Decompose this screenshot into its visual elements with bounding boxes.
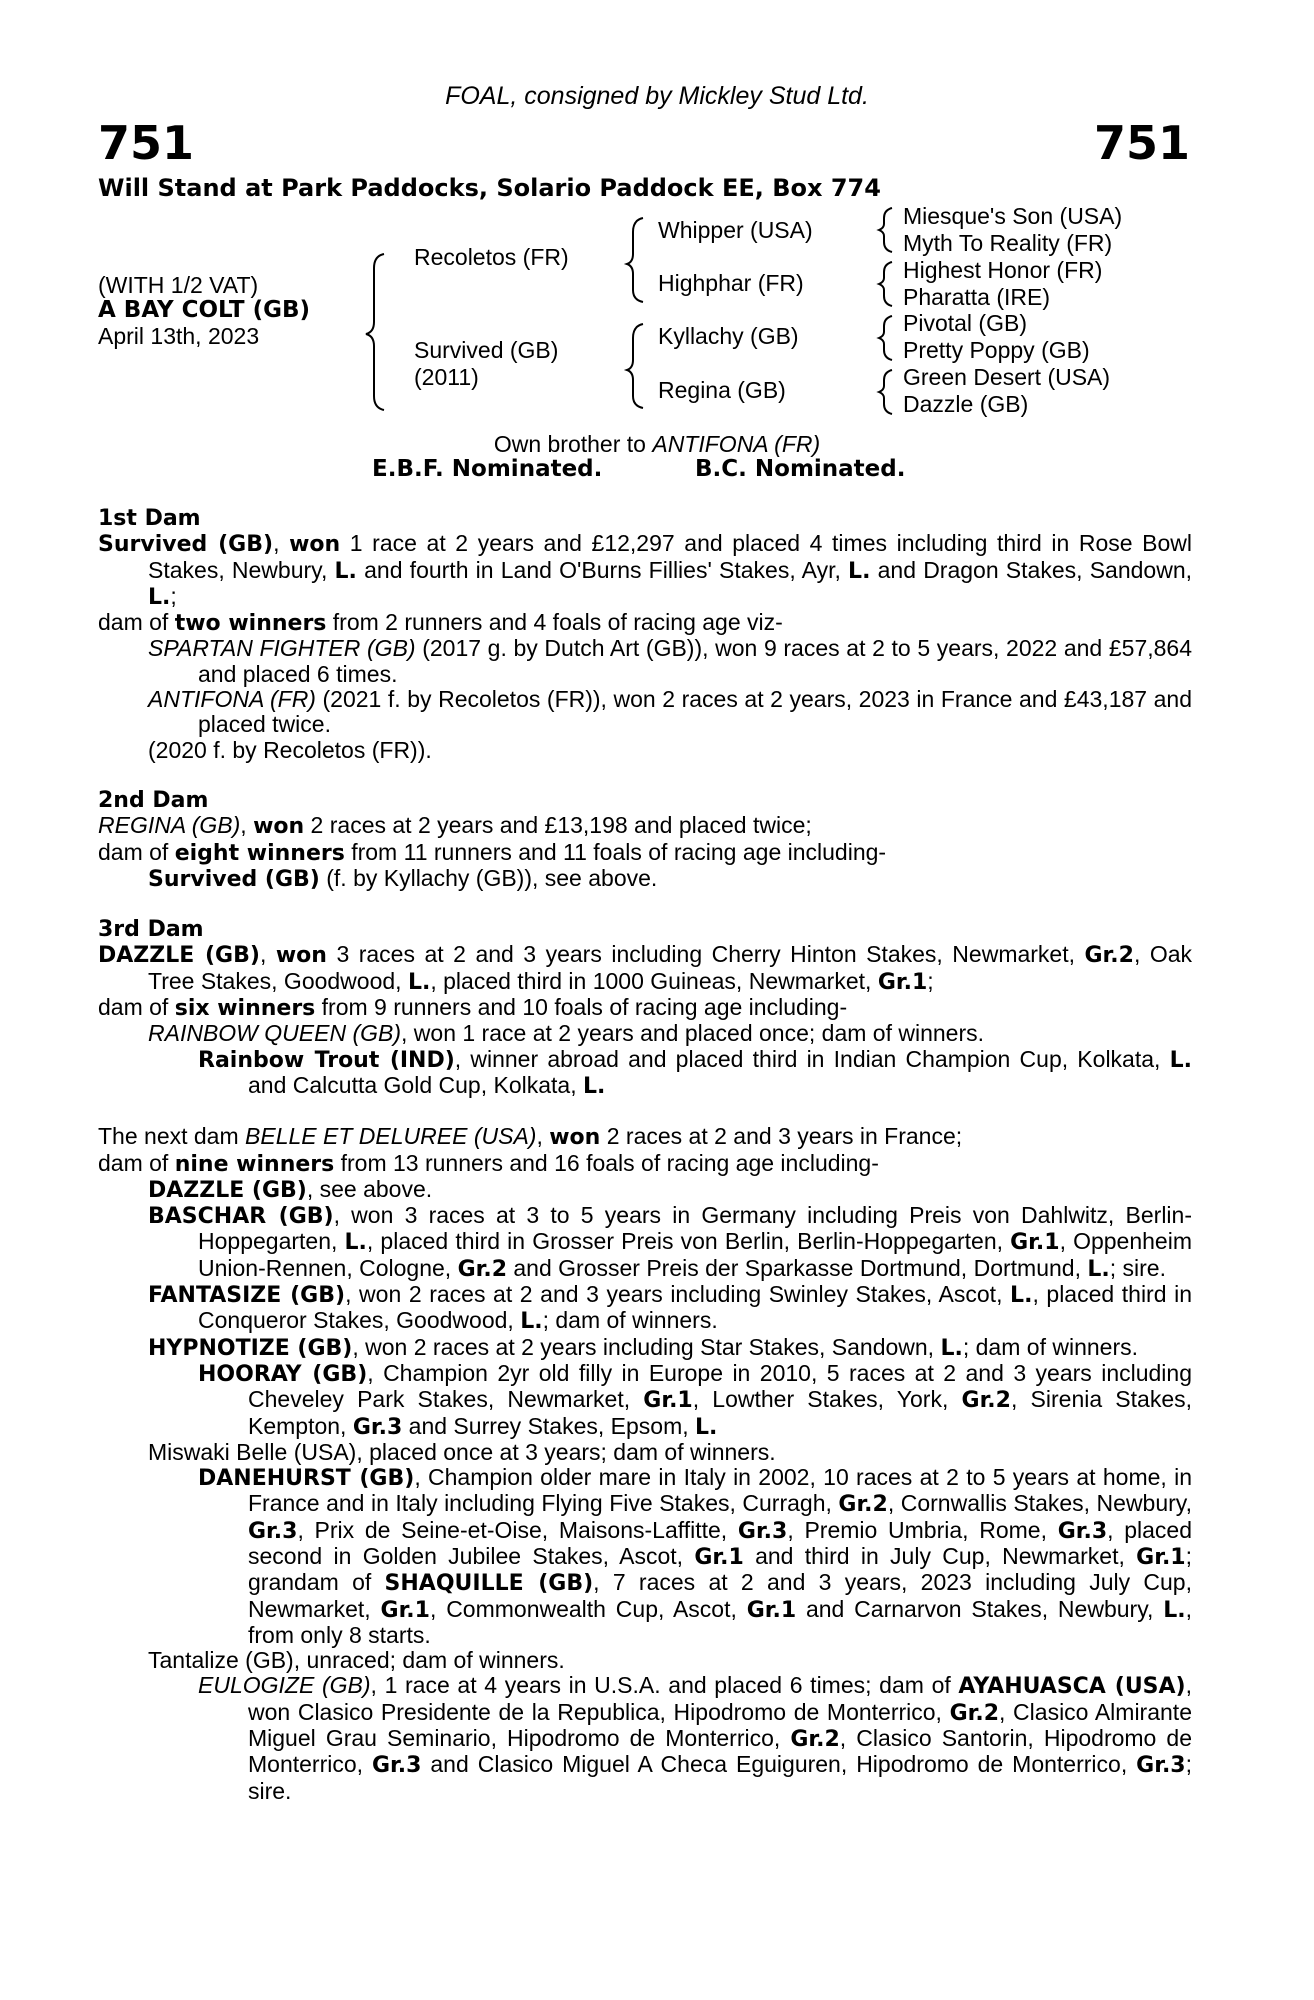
gen3-4: Pharatta (IRE) bbox=[903, 284, 1050, 310]
bc-nominated: B.C. Nominated. bbox=[695, 456, 906, 482]
sire-name: Recoletos (FR) bbox=[414, 244, 569, 270]
stand-location: Will Stand at Park Paddocks, Solario Paddock EE, Box 774 bbox=[98, 174, 881, 202]
first-dam-entry: Survived (GB), won 1 race at 2 years and £12,297 and placed 4 times including third in Rose Bowl Stakes, Newbury, L. and fourth in Land O'Burns Fillies' Stakes, Ayr, L. and Dragon Stakes, Sandown, L.; bbox=[98, 530, 1193, 610]
second-dam-entry: REGINA (GB), won 2 races at 2 years and £13,198 and placed twice; bbox=[98, 812, 812, 840]
produce-spartan-fighter: SPARTAN FIGHTER (GB) (2017 g. by Dutch Art (GB)), won 9 races at 2 to 5 years, 2022 and £57,864 and placed 6 times. bbox=[148, 635, 1193, 687]
next-dam-produce-summary: dam of nine winners from 13 runners and 16 foals of racing age including- bbox=[98, 1149, 879, 1177]
produce-danehurst: DANEHURST (GB), Champion older mare in Italy in 2002, 10 races at 2 to 5 years at home, in France and in Italy including Flying Five Stakes, Curragh, Gr.2, Cornwallis Stakes, Newbury, Gr.3, Prix de Seine-et-Oise, Maisons-Laffitte, Gr.3, Premio Umbria, Rome, Gr.3, placed second in Golden Jubilee Stakes, Ascot, Gr.1 and third in July Cup, Newmarket, Gr.1; grandam of SHAQUILLE (GB), 7 races at 2 and 3 years, 2023 including July Cup, Newmarket, Gr.1, Commonwealth Cup, Ascot, Gr.1 and Carnarvon Stakes, Newbury, L., from only 8 starts. bbox=[198, 1464, 1192, 1648]
horse-dob: April 13th, 2023 bbox=[98, 323, 260, 349]
first-dam-produce-summary: dam of two winners from 2 runners and 4 foals of racing age viz- bbox=[98, 609, 783, 637]
produce-antifona: ANTIFONA (FR) (2021 f. by Recoletos (FR)), won 2 races at 2 years, 2023 in France and £43,187 and placed twice. bbox=[148, 686, 1193, 738]
produce-rainbow-trout: Rainbow Trout (IND), winner abroad and placed third in Indian Champion Cup, Kolkata, L. and Calcutta Gold Cup, Kolkata, L. bbox=[198, 1045, 1192, 1099]
own-brother-note: Own brother to ANTIFONA (FR) bbox=[493, 431, 821, 457]
third-dam-heading: 3rd Dam bbox=[98, 917, 204, 943]
vat-note: (WITH 1/2 VAT) bbox=[98, 272, 259, 298]
produce-baschar: BASCHAR (GB), won 3 races at 3 to 5 years in Germany including Preis von Dahlwitz, Berlin-Hoppegarten, L., placed third in Grosser Preis von Berlin, Berlin-Hoppegarten, Gr.1, Oppenheim Union-Rennen, Cologne, Gr.2 and Grosser Preis der Sparkasse Dortmund, Dortmund, L.; sire. bbox=[148, 1202, 1192, 1282]
dam-name: Survived (GB) bbox=[414, 337, 559, 363]
lot-number-left: 751 bbox=[98, 116, 195, 170]
gen3-3: Highest Honor (FR) bbox=[903, 257, 1103, 283]
produce-hooray: HOORAY (GB), Champion 2yr old filly in Europe in 2010, 5 races at 2 and 3 years including Cheveley Park Stakes, Newmarket, Gr.1, Lowther Stakes, York, Gr.2, Sirenia Stakes, Kempton, Gr.3 and Surrey Stakes, Epsom, L. bbox=[198, 1359, 1193, 1440]
next-dam-entry: The next dam BELLE ET DELUREE (USA), won 2 races at 2 and 3 years in France; bbox=[98, 1123, 963, 1151]
sire-dam: Highphar (FR) bbox=[658, 270, 804, 296]
catalogue-body bbox=[98, 506, 1192, 1804]
dam-sire: Kyllachy (GB) bbox=[658, 323, 799, 349]
third-dam-produce-summary: dam of six winners from 9 runners and 10 foals of racing age including- bbox=[98, 994, 848, 1022]
produce-tantalize: Tantalize (GB), unraced; dam of winners. bbox=[148, 1647, 565, 1674]
gen3-8: Dazzle (GB) bbox=[903, 391, 1029, 417]
gen3-7: Green Desert (USA) bbox=[903, 364, 1111, 390]
produce-dazzle: DAZZLE (GB), see above. bbox=[148, 1175, 433, 1203]
produce-eulogize: EULOGIZE (GB), 1 race at 4 years in U.S.A. and placed 6 times; dam of AYAHUASCA (USA), won Clasico Presidente de la Republica, Hipodromo de Monterrico, Gr.2, Clasico Almirante Miguel Grau Seminario, Hipodromo de Monterrico, Gr.2, Clasico Santorin, Hipodromo de Monterrico, Gr.3 and Clasico Miguel A Checa Eguiguren, Hipodromo de Monterrico, Gr.3; sire. bbox=[198, 1672, 1192, 1804]
dam-year: (2011) bbox=[414, 364, 479, 390]
produce-fantasize: FANTASIZE (GB), won 2 races at 2 and 3 years including Swinley Stakes, Ascot, L., placed third in Conqueror Stakes, Goodwood, L.; dam of winners. bbox=[148, 1281, 1192, 1335]
produce-hypnotize: HYPNOTIZE (GB), won 2 races at 2 years including Star Stakes, Sandown, L.; dam of winners. bbox=[148, 1333, 1138, 1361]
dam-dam: Regina (GB) bbox=[658, 377, 786, 403]
consignor-line: FOAL, consigned by Mickley Stud Ltd. bbox=[445, 82, 869, 110]
produce-miswaki-belle: Miswaki Belle (USA), placed once at 3 years; dam of winners. bbox=[148, 1438, 776, 1465]
gen3-1: Miesque's Son (USA) bbox=[903, 203, 1123, 229]
produce-2020: (2020 f. by Recoletos (FR)). bbox=[148, 736, 432, 763]
first-dam-heading: 1st Dam bbox=[98, 506, 201, 531]
horse-name: A BAY COLT (GB) bbox=[98, 297, 311, 323]
sire-sire: Whipper (USA) bbox=[658, 217, 813, 243]
third-dam-entry: DAZZLE (GB), won 3 races at 2 and 3 years including Cherry Hinton Stakes, Newmarket, Gr.2, Oak Tree Stakes, Goodwood, L., placed third in 1000 Guineas, Newmarket, Gr.1; bbox=[98, 941, 1193, 995]
second-dam-produce-summary: dam of eight winners from 11 runners and 11 foals of racing age including- bbox=[98, 838, 887, 866]
ebf-nominated: E.B.F. Nominated. bbox=[372, 456, 603, 482]
produce-rainbow-queen: RAINBOW QUEEN (GB), won 1 race at 2 years and placed once; dam of winners. bbox=[148, 1020, 985, 1047]
lot-number-right: 751 bbox=[1093, 116, 1190, 170]
gen3-6: Pretty Poppy (GB) bbox=[903, 337, 1090, 363]
gen3-5: Pivotal (GB) bbox=[903, 310, 1027, 336]
gen3-2: Myth To Reality (FR) bbox=[903, 230, 1113, 256]
produce-survived: Survived (GB) (f. by Kyllachy (GB)), see above. bbox=[148, 864, 658, 892]
second-dam-heading: 2nd Dam bbox=[98, 787, 209, 813]
